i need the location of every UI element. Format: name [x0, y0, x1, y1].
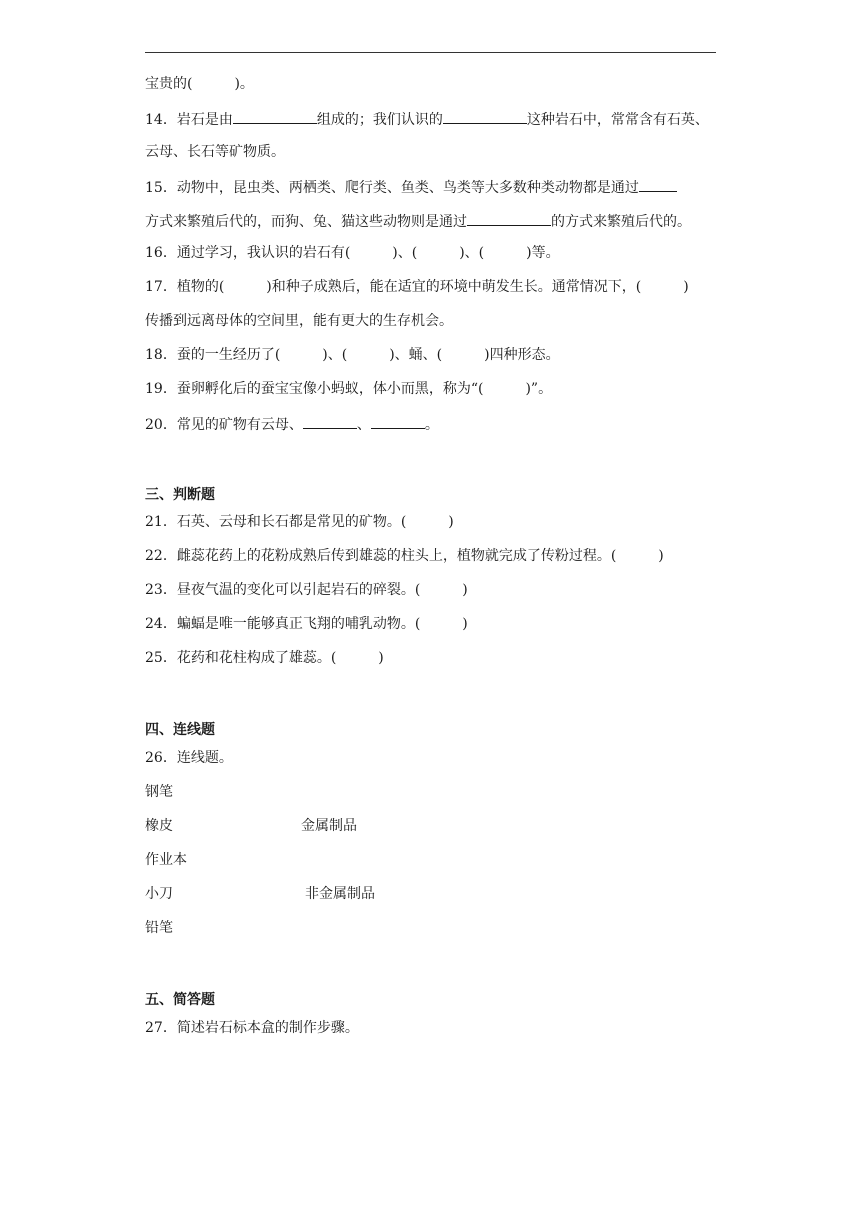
- q15-line2: 方式来繁殖后代的，而狗、兔、猫这些动物则是通过 的方式来繁殖后代的。: [145, 210, 691, 232]
- section-4-heading: 四、连线题: [145, 722, 215, 738]
- q19: 19．蚕卵孵化后的蚕宝宝像小蚂蚁，体小而黑，称为“( )”。: [145, 381, 553, 397]
- match-left-item[interactable]: 钢笔: [145, 784, 173, 800]
- q15-blank-2[interactable]: [467, 210, 551, 226]
- q25: 25．花药和花柱构成了雄蕊。( ): [145, 650, 384, 666]
- q22: 22．雌蕊花药上的花粉成熟后传到雄蕊的柱头上，植物就完成了传粉过程。( ): [145, 548, 664, 564]
- q21: 21．石英、云母和长石都是常见的矿物。( ): [145, 514, 454, 530]
- q20-blank-2[interactable]: [371, 413, 425, 429]
- q24-number: 24．: [145, 616, 177, 632]
- q15-line1: 15．动物中，昆虫类、两栖类、爬行类、鱼类、鸟类等大多数种类动物都是通过: [145, 176, 677, 198]
- header-rule: [145, 52, 716, 53]
- q26-number: 26．: [145, 750, 177, 766]
- q21-number: 21．: [145, 514, 177, 530]
- match-right-item[interactable]: 金属制品: [301, 818, 357, 834]
- section-5-heading: 五、简答题: [145, 992, 215, 1008]
- q16-number: 16．: [145, 245, 177, 261]
- q17-line2: 传播到远离母体的空间里，能有更大的生存机会。: [145, 313, 453, 329]
- q14-blank-1[interactable]: [233, 108, 317, 124]
- q22-number: 22．: [145, 548, 177, 564]
- q17-number: 17．: [145, 279, 177, 295]
- q14-number: 14．: [145, 112, 177, 128]
- match-right-item[interactable]: 非金属制品: [305, 886, 375, 902]
- q20: 20．常见的矿物有云母、 、 。: [145, 413, 439, 435]
- q19-number: 19．: [145, 381, 177, 397]
- q20-blank-1[interactable]: [303, 413, 357, 429]
- q23-number: 23．: [145, 582, 177, 598]
- q27-number: 27．: [145, 1020, 177, 1036]
- q18: 18．蚕的一生经历了( )、( )、蛹、( )四种形态。: [145, 347, 560, 363]
- q18-number: 18．: [145, 347, 177, 363]
- q14-line2: 云母、长石等矿物质。: [145, 144, 285, 160]
- q26: 26．连线题。: [145, 750, 233, 766]
- q13-tail: 宝贵的( )。: [145, 76, 254, 92]
- q16: 16．通过学习，我认识的岩石有( )、( )、( )等。: [145, 245, 560, 261]
- match-left-item[interactable]: 铅笔: [145, 920, 173, 936]
- q23: 23．昼夜气温的变化可以引起岩石的碎裂。( ): [145, 582, 468, 598]
- q27: 27．简述岩石标本盒的制作步骤。: [145, 1020, 359, 1036]
- q14-blank-2[interactable]: [443, 108, 527, 124]
- q14-line1: 14．岩石是由 组成的；我们认识的 这种岩石中，常常含有石英、: [145, 108, 709, 130]
- q24: 24．蝙蝠是唯一能够真正飞翔的哺乳动物。( ): [145, 616, 468, 632]
- section-3-heading: 三、判断题: [145, 487, 215, 503]
- q17-line1: 17．植物的( )和种子成熟后，能在适宜的环境中萌发生长。通常情况下，( ): [145, 279, 689, 295]
- match-left-item[interactable]: 作业本: [145, 852, 187, 868]
- q25-number: 25．: [145, 650, 177, 666]
- q20-number: 20．: [145, 417, 177, 433]
- match-left-item[interactable]: 橡皮: [145, 818, 173, 834]
- match-left-item[interactable]: 小刀: [145, 886, 173, 902]
- q15-blank-1[interactable]: [639, 176, 677, 192]
- q15-number: 15．: [145, 180, 177, 196]
